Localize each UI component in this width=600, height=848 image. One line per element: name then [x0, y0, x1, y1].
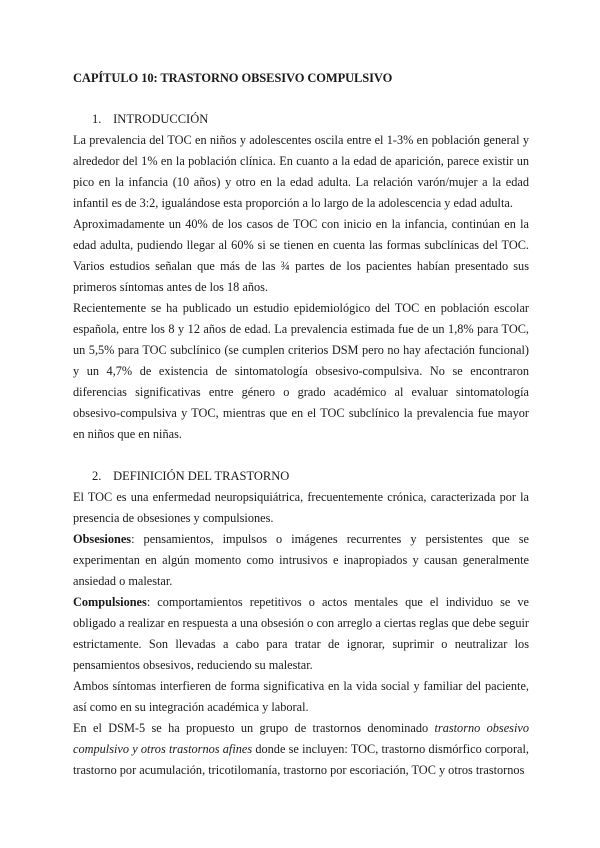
chapter-title: CAPÍTULO 10: TRASTORNO OBSESIVO COMPULSIVO — [73, 71, 393, 85]
compulsiones-definition: : comportamientos repetitivos o actos mentales que el individuo se ve obligado a realizar en respuesta a una obsesión o con arreglo a ciertas reglas que debe seguir estrictamente. Son llevadas a cabo para tratar de ignorar, suprimir o neutralizar los pensamientos obsesivos, reduciendo su malestar. — [73, 595, 529, 672]
term-compulsiones: Compulsiones — [73, 595, 147, 609]
obsesiones-definition: : pensamientos, impulsos o imágenes recurrentes y persistentes que se experimentan en algún momento como intrusivos e inapropiados y causan generalmente ansiedad o malestar. — [73, 532, 529, 588]
paragraph-recientemente: Recientemente se ha publicado un estudio epidemiológico del TOC en población escolar española, entre los 8 y 12 años de edad. La prevalencia estimada fue de un 1,8% para TOC, un 5,5% para TOC subclínico (se cumplen criterios DSM pero no hay afectación funcional) y un 4,7% de existencia de sintomatología obsesivo-compulsiva. No se encontraron diferencias significativas entre género o grado académico al evaluar sintomatología obsesivo-compulsiva y TOC, mientras que en el TOC subclínico la prevalencia fue mayor en niños que en niñas. — [73, 301, 529, 441]
paragraph-aproximadamente: Aproximadamente un 40% de los casos de TOC con inicio en la infancia, continúan en la edad adulta, pudiendo llegar al 60% si se tienen en cuenta las formas subclínicas del TOC. Varios estudios señalan que más de las ¾ partes de los pacientes habían presentado sus primeros síntomas antes de los 18 años. — [73, 217, 529, 294]
document-page — [73, 68, 529, 781]
term-obsesiones: Obsesiones — [73, 532, 132, 546]
section-heading-definicion — [73, 466, 529, 487]
paragraph-ambos: Ambos síntomas interfieren de forma significativa en la vida social y familiar del paciente, así como en su integración académica y laboral. — [73, 679, 529, 714]
section-number: 1. — [92, 112, 102, 126]
dsm-text-end: donde se incluyen: TOC, trastorno dismórfico corporal, trastorno por acumulación, tricotilomanía, trastorno por escoriación, TOC y otros trastornos — [73, 742, 529, 777]
paragraph-prevalencia: La prevalencia del TOC en niños y adolescentes oscila entre el 1-3% en población general y alrededor del 1% en la población clínica. En cuanto a la edad de aparición, parece existir un pico en la infancia (10 años) y otro en la edad adulta. La relación varón/mujer a la edad infantil es de 3:2, igualándose esta proporción a lo largo de la adolescencia y edad adulta. — [73, 133, 529, 210]
paragraph-toc-definicion: El TOC es una enfermedad neuropsiquiátrica, frecuentemente crónica, caracterizada por la presencia de obsesiones y compulsiones. — [73, 490, 529, 525]
section-number: 2. — [92, 469, 102, 483]
dsm-group-name: trastorno obsesivo compulsivo y otros trastornos afines — [73, 721, 529, 756]
section-title: DEFINICIÓN DEL TRASTORNO — [113, 469, 290, 483]
section-title: INTRODUCCIÓN — [113, 112, 209, 126]
paragraph-obsesiones — [73, 529, 529, 592]
section-heading-introduccion — [73, 109, 529, 130]
paragraph-dsm5 — [73, 718, 529, 781]
section-spacer — [73, 445, 529, 466]
dsm-text-start: En el DSM-5 se ha propuesto un grupo de trastornos denominado — [73, 721, 435, 735]
paragraph-compulsiones — [73, 592, 529, 676]
